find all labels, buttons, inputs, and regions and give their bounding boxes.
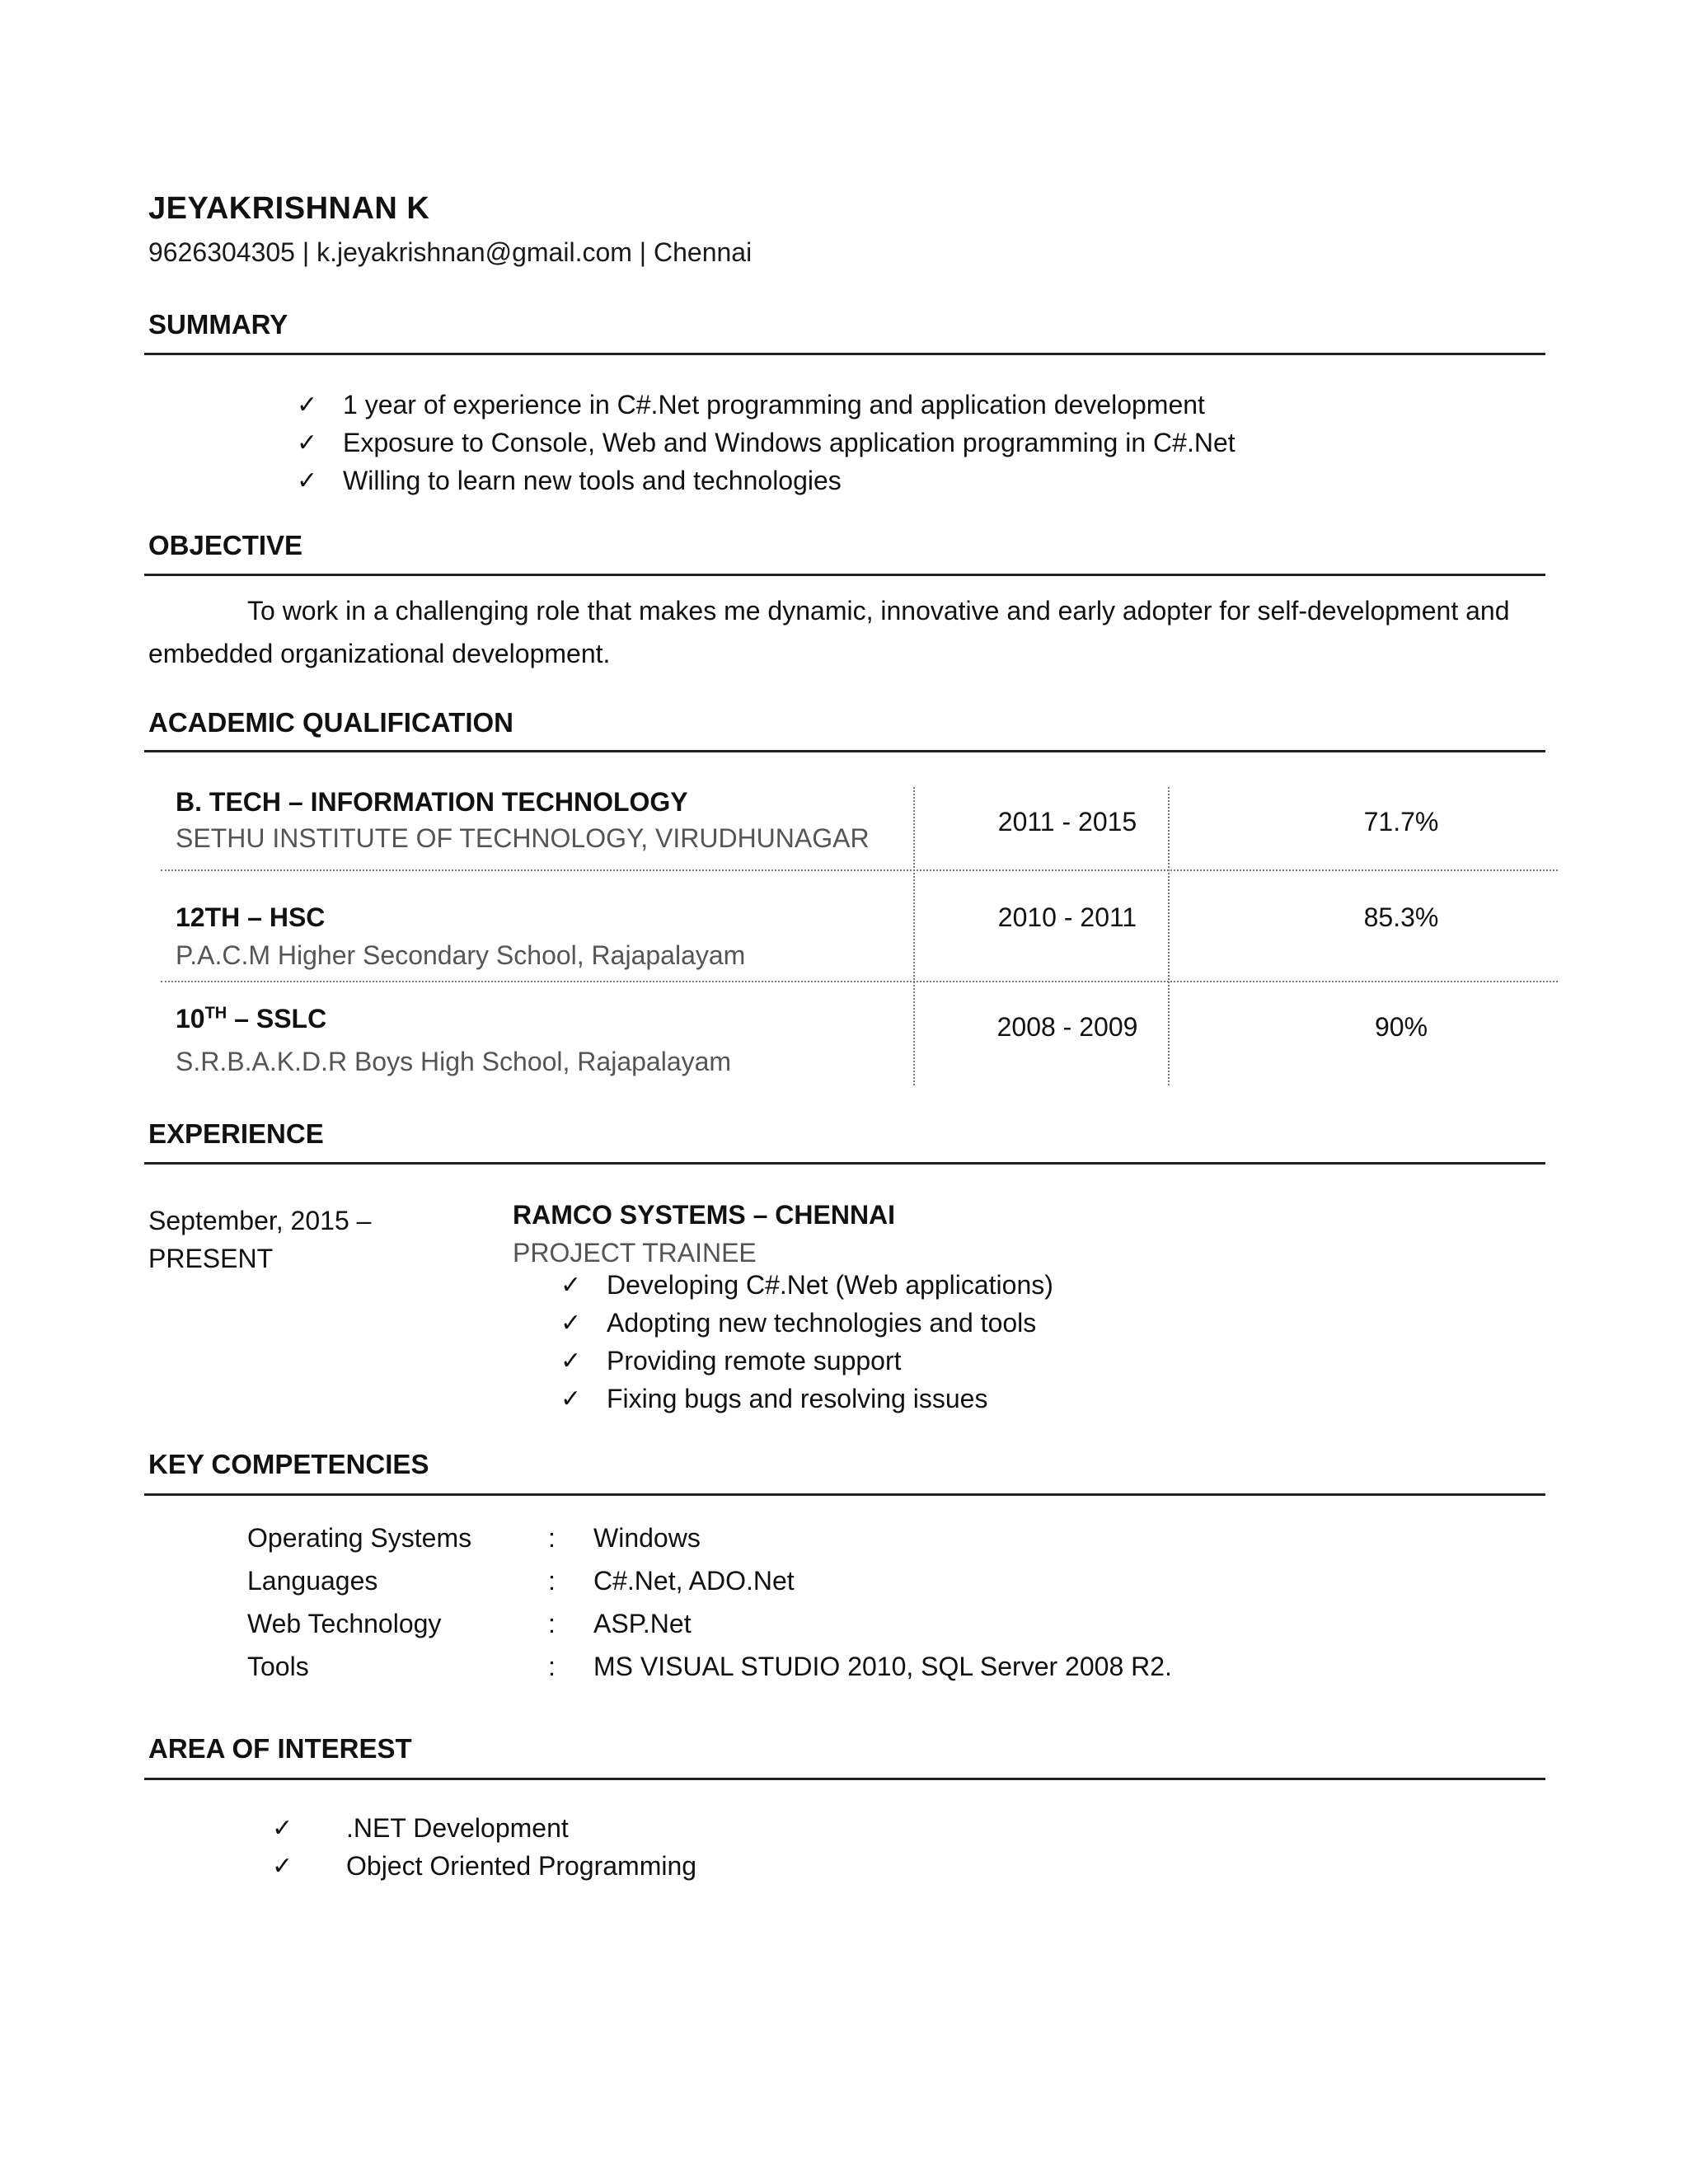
section-divider bbox=[144, 1162, 1545, 1165]
objective-heading: OBJECTIVE bbox=[148, 530, 303, 560]
candidate-name: JEYAKRISHNAN K bbox=[148, 191, 430, 226]
competency-label: Operating Systems bbox=[247, 1523, 472, 1553]
year-range: 2010 - 2011 bbox=[997, 902, 1137, 932]
summary-heading: SUMMARY bbox=[148, 309, 288, 340]
check-icon: ✓ bbox=[560, 1271, 582, 1299]
academic-heading: ACADEMIC QUALIFICATION bbox=[148, 707, 514, 738]
section-divider bbox=[144, 1778, 1545, 1780]
experience-list bbox=[560, 1266, 1053, 1418]
competencies-heading: KEY COMPETENCIES bbox=[148, 1449, 429, 1479]
interest-list bbox=[272, 1809, 696, 1885]
company-name: RAMCO SYSTEMS – CHENNAI bbox=[513, 1200, 896, 1230]
check-icon: ✓ bbox=[560, 1309, 582, 1337]
separator: : bbox=[548, 1609, 556, 1638]
row-divider bbox=[161, 869, 1558, 871]
job-role: PROJECT TRAINEE bbox=[513, 1238, 757, 1268]
list-item: ✓ Object Oriented Programming bbox=[272, 1850, 697, 1881]
list-item: ✓ Providing remote support bbox=[560, 1345, 902, 1376]
competency-label: Languages bbox=[247, 1566, 378, 1596]
check-icon: ✓ bbox=[272, 1852, 293, 1880]
interest-heading: AREA OF INTEREST bbox=[148, 1733, 412, 1764]
institution-name: P.A.C.M Higher Secondary School, Rajapalayam bbox=[176, 940, 746, 970]
table-row bbox=[161, 787, 1558, 869]
check-icon: ✓ bbox=[560, 1347, 582, 1375]
list-item: ✓ Adopting new technologies and tools bbox=[560, 1307, 1037, 1338]
experience-heading: EXPERIENCE bbox=[148, 1118, 324, 1149]
section-divider bbox=[144, 353, 1545, 355]
section-divider bbox=[144, 574, 1545, 576]
check-icon: ✓ bbox=[297, 429, 318, 457]
list-item: ✓ Willing to learn new tools and technologies bbox=[297, 465, 842, 495]
check-icon: ✓ bbox=[297, 466, 318, 494]
row-divider bbox=[161, 981, 1558, 982]
list-item: ✓ 1 year of experience in C#.Net programming and application development bbox=[297, 389, 1205, 419]
percentage: 90% bbox=[1374, 1012, 1428, 1042]
list-item: ✓ Fixing bugs and resolving issues bbox=[560, 1383, 988, 1413]
separator: : bbox=[548, 1523, 556, 1553]
table-row bbox=[161, 902, 1558, 981]
check-icon: ✓ bbox=[560, 1385, 582, 1413]
section-divider bbox=[144, 750, 1545, 752]
competency-value: MS VISUAL STUDIO 2010, SQL Server 2008 R2. bbox=[593, 1652, 1172, 1681]
institution-name: SETHU INSTITUTE OF TECHNOLOGY, VIRUDHUNAGAR bbox=[176, 823, 870, 853]
year-range: 2008 - 2009 bbox=[996, 1012, 1138, 1042]
list-item: ✓ Exposure to Console, Web and Windows application programming in C#.Net bbox=[297, 427, 1236, 457]
year-range: 2011 - 2015 bbox=[997, 807, 1137, 837]
competency-label: Web Technology bbox=[247, 1609, 442, 1638]
section-divider bbox=[144, 1493, 1545, 1496]
competency-value: C#.Net, ADO.Net bbox=[593, 1566, 795, 1596]
degree-title: 10TH – SSLC bbox=[176, 1004, 327, 1033]
check-icon: ✓ bbox=[272, 1814, 293, 1842]
percentage: 85.3% bbox=[1363, 902, 1439, 932]
degree-title: 12TH – HSC bbox=[176, 902, 326, 932]
contact-line: 9626304305 | k.jeyakrishnan@gmail.com | Chennai bbox=[148, 237, 753, 267]
table-row bbox=[161, 1004, 1558, 1082]
competency-label: Tools bbox=[247, 1652, 309, 1681]
separator: : bbox=[548, 1652, 556, 1681]
degree-title: B. TECH – INFORMATION TECHNOLOGY bbox=[176, 787, 688, 817]
institution-name: S.R.B.A.K.D.R Boys High School, Rajapalayam bbox=[176, 1047, 732, 1076]
competency-value: Windows bbox=[593, 1523, 701, 1553]
list-item: ✓ .NET Development bbox=[272, 1812, 569, 1843]
summary-list bbox=[297, 386, 1236, 499]
objective-text: To work in a challenging role that makes me dynamic, innovative and early adopter for self-development and embedded organizational development. bbox=[148, 596, 1510, 668]
percentage: 71.7% bbox=[1363, 807, 1439, 837]
employment-dates: September, 2015 – PRESENT bbox=[148, 1206, 372, 1273]
competency-value: ASP.Net bbox=[593, 1609, 692, 1638]
separator: : bbox=[548, 1566, 556, 1596]
check-icon: ✓ bbox=[297, 391, 318, 419]
list-item: ✓ Developing C#.Net (Web applications) bbox=[560, 1269, 1053, 1300]
